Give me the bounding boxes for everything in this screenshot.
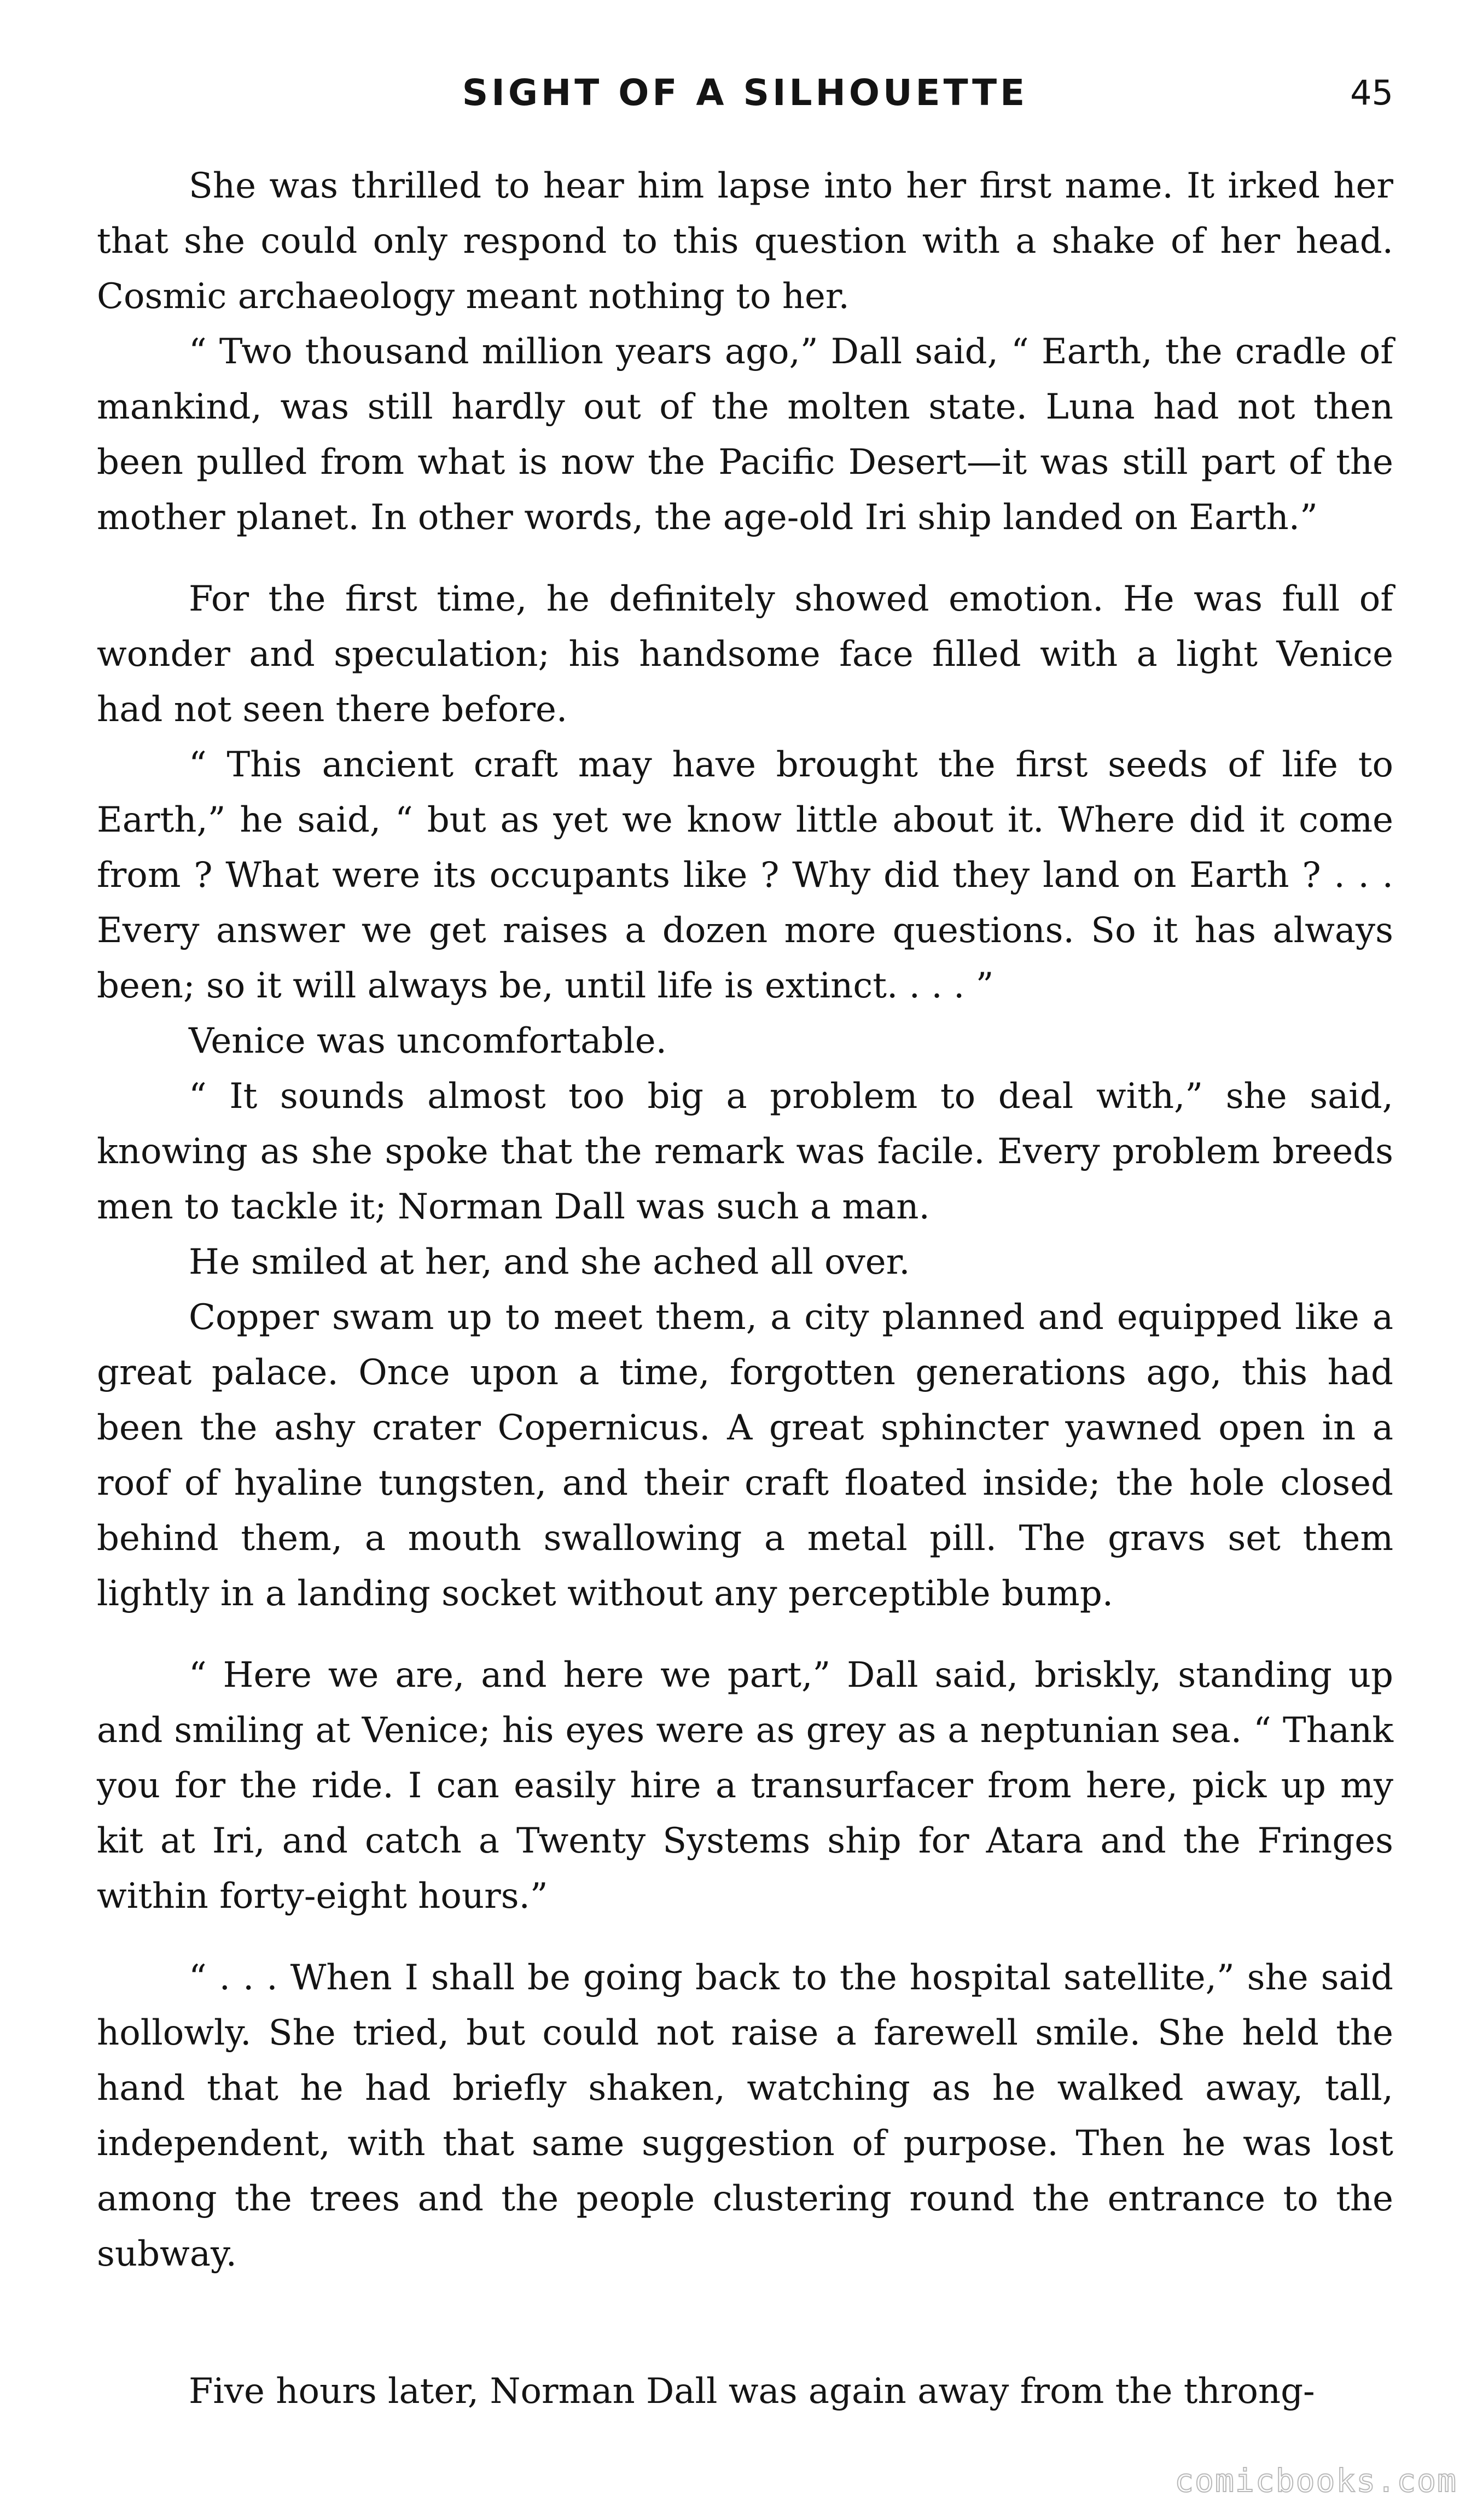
paragraph: “ Here we are, and here we part,” Dall said, briskly, standing up and smiling at Venice; his eyes were as grey as a neptunian sea. “ Thank you for the ride. I can easily hire a transurfacer from here, pick up my kit at Iri, and catch a Twenty Systems ship for Atara and the Fringes within forty-eight hours.” bbox=[97, 1655, 1393, 1917]
watermark: comicbooks.com bbox=[1174, 2462, 1457, 2499]
paragraph: Five hours later, Norman Dall was again away from the throng- bbox=[189, 2371, 1315, 2412]
body-text bbox=[97, 159, 1393, 2419]
paragraph: She was thrilled to hear him lapse into her first name. It irked her that she could only respond to this question with a shake of her head. Cosmic archaeology meant nothing to her. bbox=[97, 166, 1393, 317]
paragraph: For the first time, he definitely showed emotion. He was full of wonder and speculation; his handsome face filled with a light Venice had not seen there before. bbox=[97, 579, 1393, 730]
paragraph: “ Two thousand million years ago,” Dall said, “ Earth, the cradle of mankind, was still hardly out of the molten state. Luna had not then been pulled from what is now the Pacific Desert—it was still part of the mother planet. In other words, the age-old Iri ship landed on Earth.” bbox=[97, 332, 1393, 538]
running-title: SIGHT OF A SILHOUETTE bbox=[462, 72, 1028, 114]
paragraph: He smiled at her, and she ached all over. bbox=[189, 1242, 910, 1282]
running-head bbox=[97, 66, 1393, 120]
paragraph: Venice was uncomfortable. bbox=[189, 1021, 667, 1061]
paragraph: “ . . . When I shall be going back to the hospital satellite,” she said hollowly. She tried, but could not raise a farewell smile. She held the hand that he had briefly shaken, watching as he walked away, tall, independent, with that same suggestion of purpose. Then he was lost among the trees and the people clustering round the entrance to the subway. bbox=[97, 1958, 1393, 2274]
paragraph: “ This ancient craft may have brought the first seeds of life to Earth,” he said, “ but as yet we know little about it. Where did it come from ? What were its occupants like ? Why did they land on Earth ? . . . Every answer we get raises a dozen more questions. So it has always been; so it will always be, until life is extinct. . . . ” bbox=[97, 745, 1393, 1006]
page-number: 45 bbox=[1350, 73, 1393, 113]
paragraph: Copper swam up to meet them, a city planned and equipped like a great palace. Once upon a time, forgotten generations ago, this had been the ashy crater Copernicus. A great sphincter yawned open in a roof of hyaline tungsten, and their craft floated inside; the hole closed behind them, a mouth swallowing a metal pill. The gravs set them lightly in a landing socket without any perceptible bump. bbox=[97, 1297, 1393, 1614]
paragraph: “ It sounds almost too big a problem to deal with,” she said, knowing as she spoke that the remark was facile. Every problem breeds men to tackle it; Norman Dall was such a man. bbox=[97, 1076, 1393, 1227]
